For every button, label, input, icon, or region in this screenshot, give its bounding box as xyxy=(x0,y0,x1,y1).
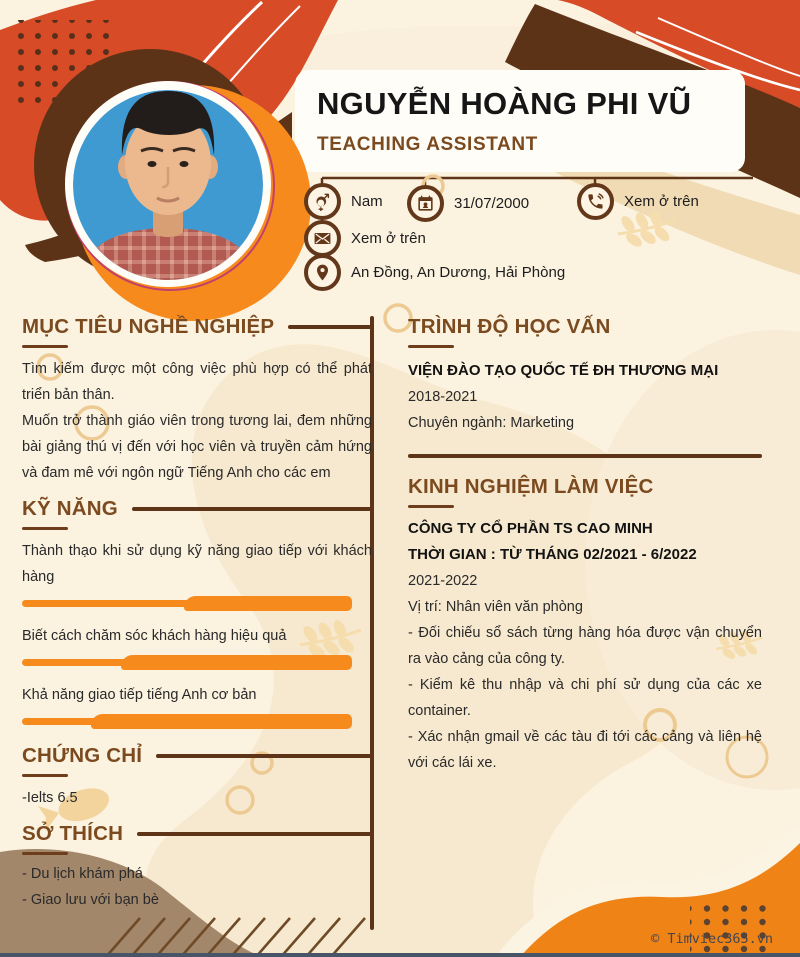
certificates-title: CHỨNG CHỈ xyxy=(22,744,143,767)
header-card xyxy=(295,70,745,172)
education-years: 2018-2021 xyxy=(408,389,478,405)
right-column xyxy=(408,314,762,776)
left-column xyxy=(22,314,372,913)
certificate-item: -Ielts 6.5 xyxy=(22,790,78,806)
objective-paragraph: Tìm kiếm được một công việc phù hợp có thể phát triển bản thân. xyxy=(22,361,372,403)
hobby-item: - Giao lưu với bạn bè xyxy=(22,892,159,908)
skill-label: Biết cách chăm sóc khách hàng hiệu quả xyxy=(22,628,287,644)
experience-bullet: - Đối chiếu sổ sách từng hàng hóa được vận chuyển ra vào cảng của công ty. xyxy=(408,625,762,667)
title-underline xyxy=(22,345,68,349)
section-experience xyxy=(408,474,762,776)
skill-bar-fill xyxy=(91,714,352,729)
experience-top-rule xyxy=(408,454,762,458)
education-major: Chuyên ngành: Marketing xyxy=(408,415,575,431)
section-rule xyxy=(132,507,372,511)
watermark: © Timviec365.vn xyxy=(651,931,773,947)
skill-bar xyxy=(22,714,352,729)
contact-email xyxy=(304,220,426,257)
section-rule xyxy=(288,325,372,329)
email-label: Xem ở trên xyxy=(351,230,426,247)
experience-bullet: - Xác nhận gmail về các tàu đi tới các cảng và liên hệ với các lái xe. xyxy=(408,729,762,771)
section-rule xyxy=(137,832,372,836)
skill-bar xyxy=(22,596,352,611)
skills-title: KỸ NĂNG xyxy=(22,497,118,520)
skill-bar xyxy=(22,655,352,670)
experience-company: CÔNG TY CỔ PHẦN TS CAO MINH xyxy=(408,520,653,537)
skill-bar-fill xyxy=(121,655,352,670)
experience-years: 2021-2022 xyxy=(408,573,478,589)
objective-title: MỤC TIÊU NGHỀ NGHIỆP xyxy=(22,315,275,338)
experience-bullet: - Kiểm kê thu nhập và chi phí sử dụng của các xe container. xyxy=(408,677,762,719)
birthday-label: 31/07/2000 xyxy=(454,195,530,212)
phone-label: Xem ở trên xyxy=(624,193,699,210)
gender-icon xyxy=(304,183,341,220)
education-school: VIỆN ĐÀO TẠO QUỐC TẾ ĐH THƯƠNG MẠI xyxy=(408,362,719,379)
address-label: An Đồng, An Dương, Hải Phòng xyxy=(351,264,566,281)
gender-label: Nam xyxy=(351,193,383,210)
section-objective xyxy=(22,314,372,486)
email-icon xyxy=(304,220,341,257)
hobbies-title: SỞ THÍCH xyxy=(22,822,124,845)
skill-label: Khả năng giao tiếp tiếng Anh cơ bản xyxy=(22,687,257,703)
section-hobbies xyxy=(22,821,372,913)
job-title: TEACHING ASSISTANT xyxy=(317,134,538,155)
profile-photo xyxy=(25,45,325,335)
section-education xyxy=(408,314,762,436)
experience-title: KINH NGHIỆM LÀM VIỆC xyxy=(408,475,654,498)
candidate-name: NGUYỄN HOÀNG PHI VŨ xyxy=(317,86,692,121)
section-skills xyxy=(22,496,372,729)
title-underline xyxy=(22,527,68,531)
education-title: TRÌNH ĐỘ HỌC VẤN xyxy=(408,315,611,338)
hobby-item: - Du lịch khám phá xyxy=(22,866,143,882)
calendar-icon xyxy=(407,185,444,222)
title-underline xyxy=(22,852,68,856)
phone-icon xyxy=(577,183,614,220)
skill-label: Thành thạo khi sử dụng kỹ năng giao tiếp với khách hàng xyxy=(22,543,372,585)
contact-birthday xyxy=(407,185,529,222)
experience-position: Vị trí: Nhân viên văn phòng xyxy=(408,599,583,615)
location-pin-icon xyxy=(304,254,341,291)
objective-paragraph: Muốn trở thành giáo viên trong tương lai, đem những bài giảng thú vị đến với học viên và truyền cảm hứng và đam mê với ngôn ngữ Tiếng Anh cho các em xyxy=(22,413,372,481)
experience-duration: THỜI GIAN : TỪ THÁNG 02/2021 - 6/2022 xyxy=(408,546,697,563)
contact-address xyxy=(304,254,565,291)
section-certificates xyxy=(22,743,372,811)
section-rule xyxy=(156,754,372,758)
contact-gender xyxy=(304,183,383,220)
title-underline xyxy=(22,774,68,778)
title-underline xyxy=(408,505,454,509)
bottom-strip xyxy=(0,953,800,957)
title-underline xyxy=(408,345,454,349)
contact-phone xyxy=(577,183,699,220)
skill-bar-fill xyxy=(184,596,352,611)
